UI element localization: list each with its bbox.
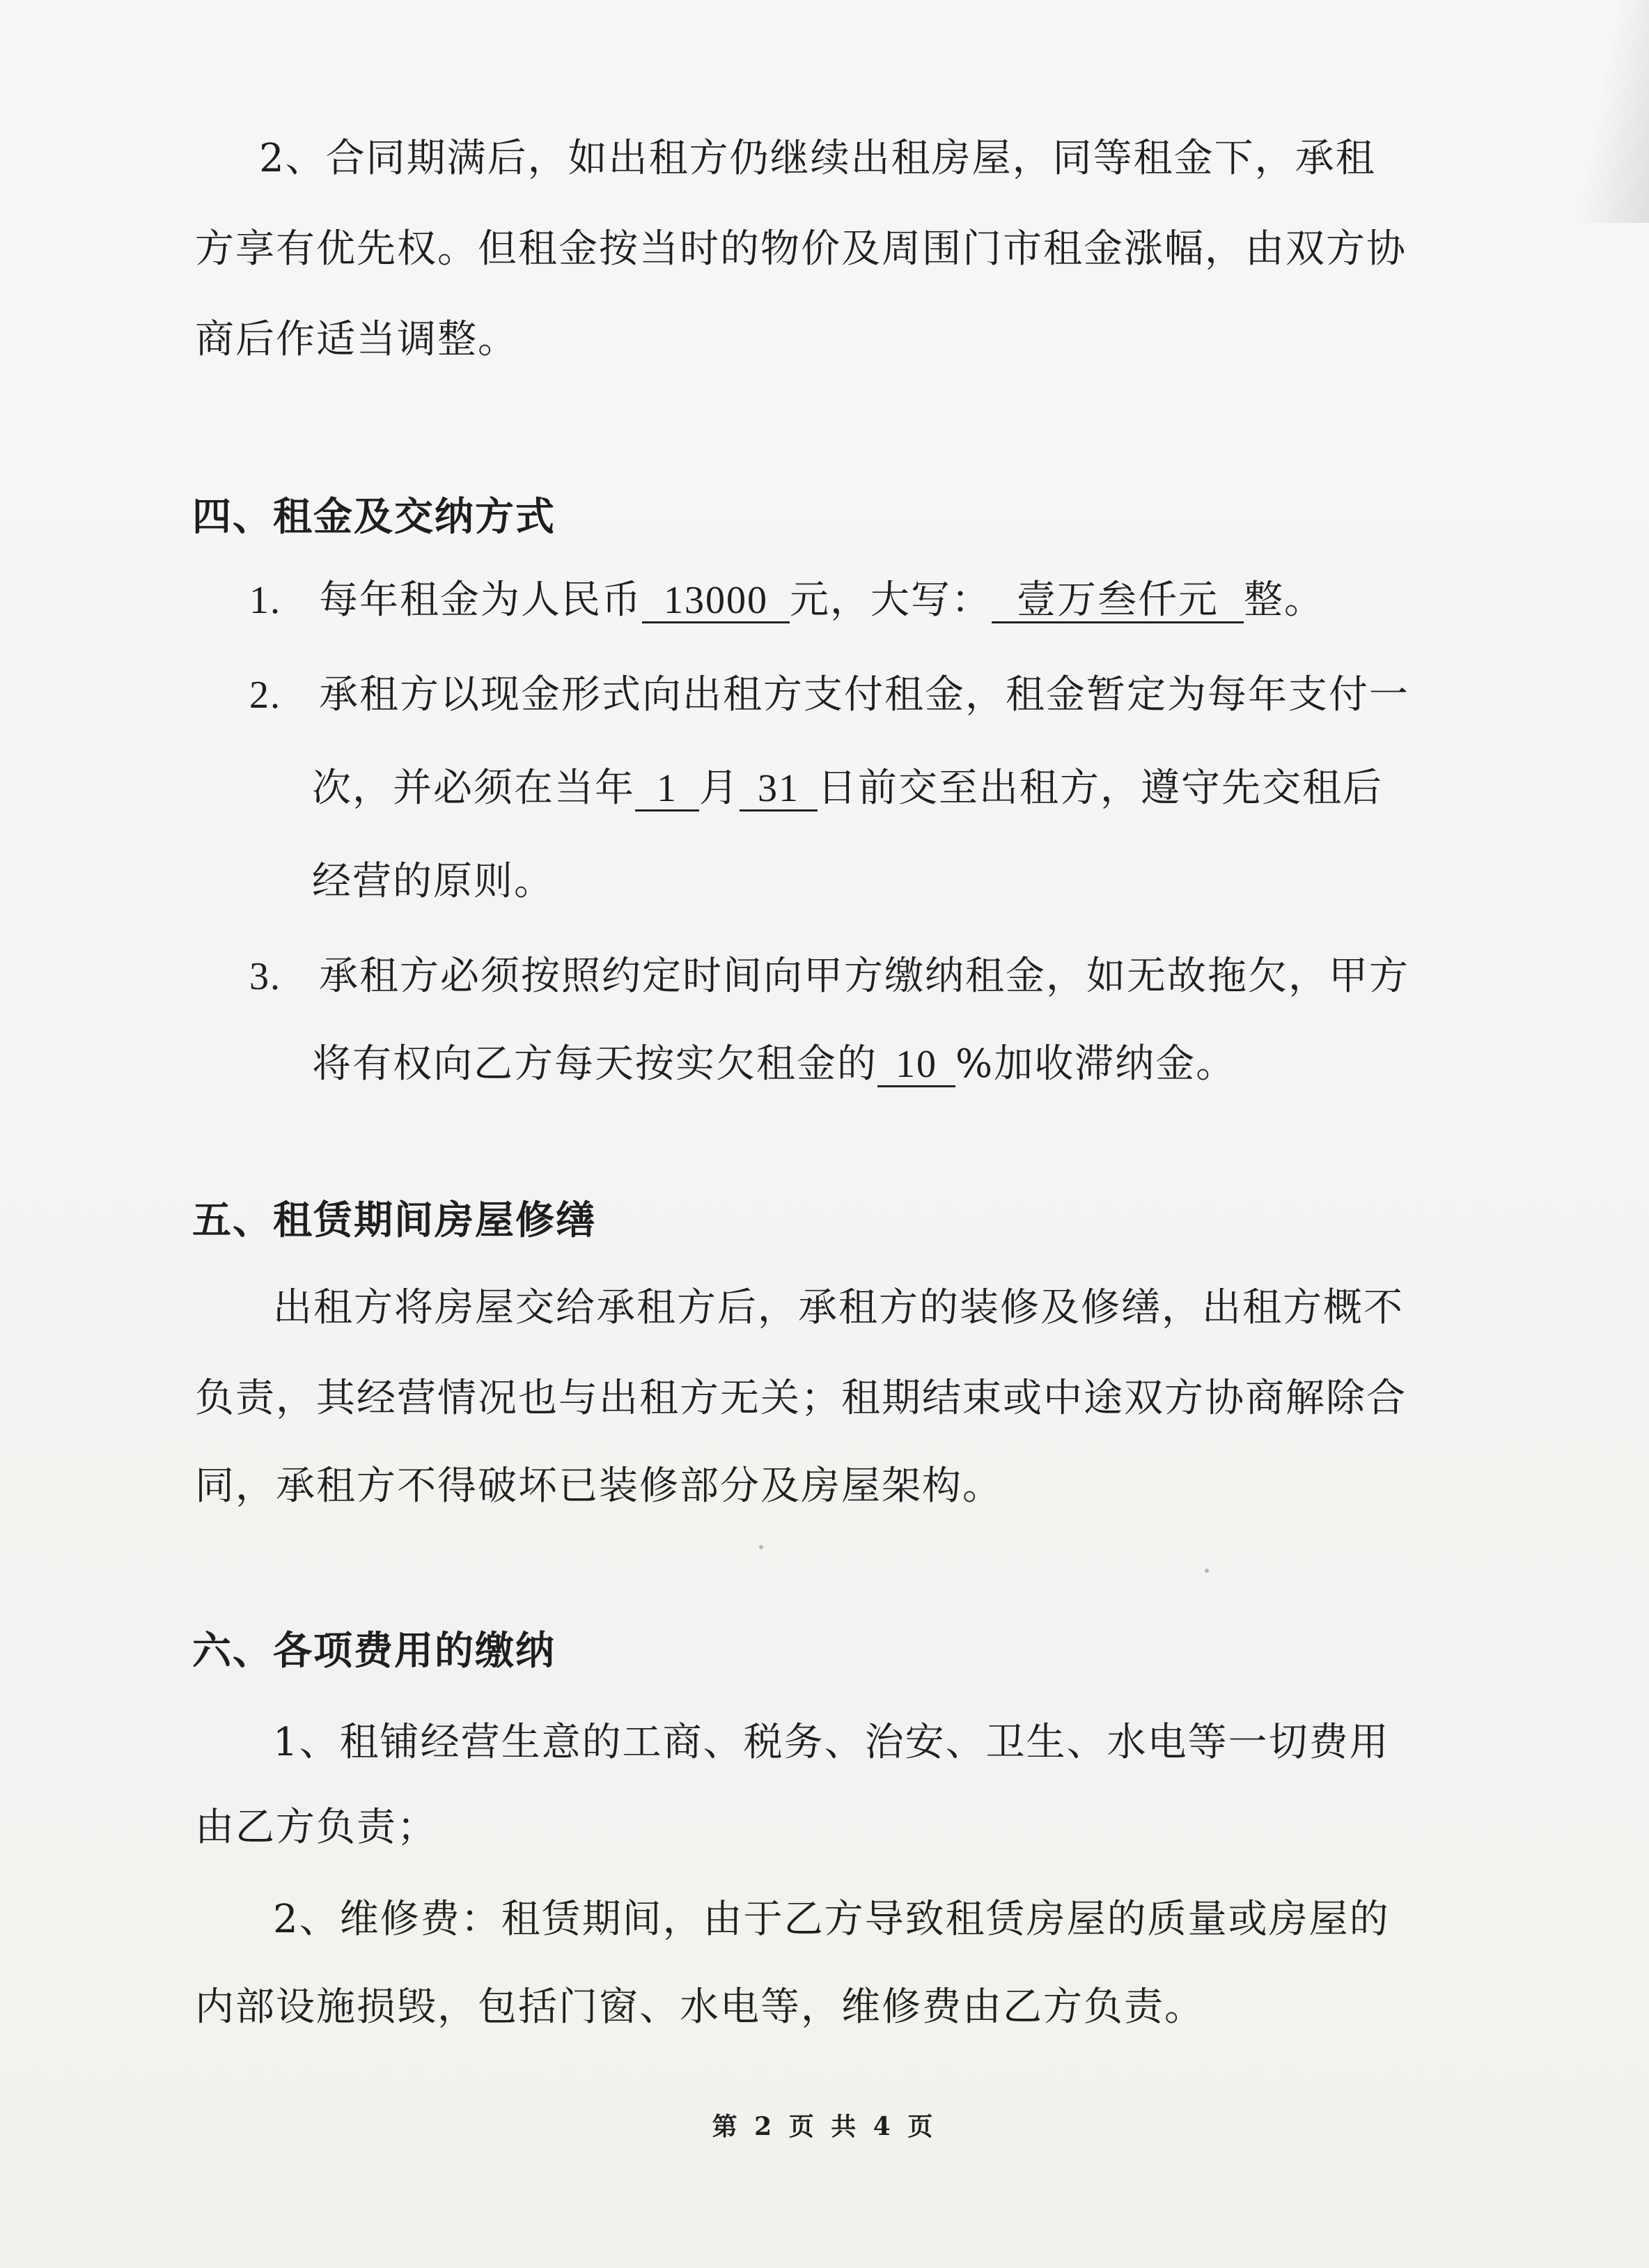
due-day-field: 31	[740, 768, 818, 811]
late-fee-rate-field: 10	[877, 1043, 955, 1087]
scan-speck	[759, 1545, 763, 1549]
section-6-heading: 六、各项费用的缴纳	[192, 1628, 556, 1674]
clause-4-3-text-2b: %加收滞纳金。	[955, 1041, 1237, 1087]
clause-4-2-text-2a: 次，并必须在当年	[312, 766, 635, 811]
clause-4-1-text-c: 整。	[1244, 577, 1324, 623]
clause-3-2-line-2: 方享有优先权。但租金按当时的物价及周围门市租金涨幅，由双方协	[195, 226, 1407, 272]
section-4-heading: 四、租金及交纳方式	[192, 494, 556, 540]
section-5-line-2: 负责，其经营情况也与出租方无关；租期结束或中途双方协商解除合	[195, 1376, 1407, 1421]
clause-3-2-line-1: 2、合同期满后，如出租方仍继续出租房屋，同等租金下，承租	[259, 136, 1376, 181]
page-edge-shadow	[1565, 0, 1649, 223]
clause-4-1-text-b: 元，大写：	[790, 577, 992, 623]
rent-amount-field: 13000	[642, 580, 790, 623]
clause-3-2-line-3: 商后作适当调整。	[195, 317, 518, 362]
clause-4-3-number: 3.	[249, 955, 281, 998]
clause-4-3-line-2	[312, 1039, 1621, 1089]
section-5-heading: 五、租赁期间房屋修缮	[192, 1197, 596, 1243]
clause-4-1-text-a: 每年租金为人民币	[319, 577, 642, 623]
page-number-footer: 第 2 页 共 4 页	[712, 2112, 937, 2141]
clause-4-1-number: 1.	[249, 579, 281, 622]
clause-4-2-text-1: 承租方以现金形式向出租方支付租金，租金暂定为每年支付一	[319, 672, 1409, 717]
section-5-line-3: 同，承租方不得破坏已装修部分及房屋架构。	[195, 1463, 1003, 1509]
clause-6-2-line-2: 内部设施损毁，包括门窗、水电等，维修费由乙方负责。	[195, 1984, 1205, 2030]
clause-4-3-text-2a: 将有权向乙方每天按实欠租金的	[312, 1041, 877, 1087]
clause-4-2-number: 2.	[249, 674, 281, 717]
clause-4-2-text-2b: 月	[699, 766, 740, 811]
clause-6-1-line-1: 1、租铺经营生意的工商、税务、治安、卫生、水电等一切费用	[273, 1720, 1390, 1765]
clause-4-2-line-2	[312, 763, 1621, 814]
due-month-field: 1	[635, 768, 699, 811]
clause-4-2-line-1	[249, 670, 1558, 720]
clause-4-2-line-3: 经营的原则。	[312, 859, 554, 904]
clause-4-1	[249, 575, 1558, 626]
clause-4-3-text-1: 承租方必须按照约定时间向甲方缴纳租金，如无故拖欠，甲方	[319, 954, 1409, 999]
clause-6-1-line-2: 由乙方负责；	[195, 1805, 437, 1850]
rent-amount-words-field: 壹万叁仟元	[992, 580, 1244, 623]
scan-speck	[1205, 1569, 1209, 1573]
clause-6-2-line-1: 2、维修费：租赁期间，由于乙方导致租赁房屋的质量或房屋的	[273, 1897, 1390, 1942]
clause-4-3-line-1	[249, 952, 1558, 1002]
clause-4-2-text-2c: 日前交至出租方，遵守先交租后	[818, 766, 1383, 811]
section-5-line-1: 出租方将房屋交给承租方后，承租方的装修及修缮，出租方概不	[273, 1285, 1404, 1330]
